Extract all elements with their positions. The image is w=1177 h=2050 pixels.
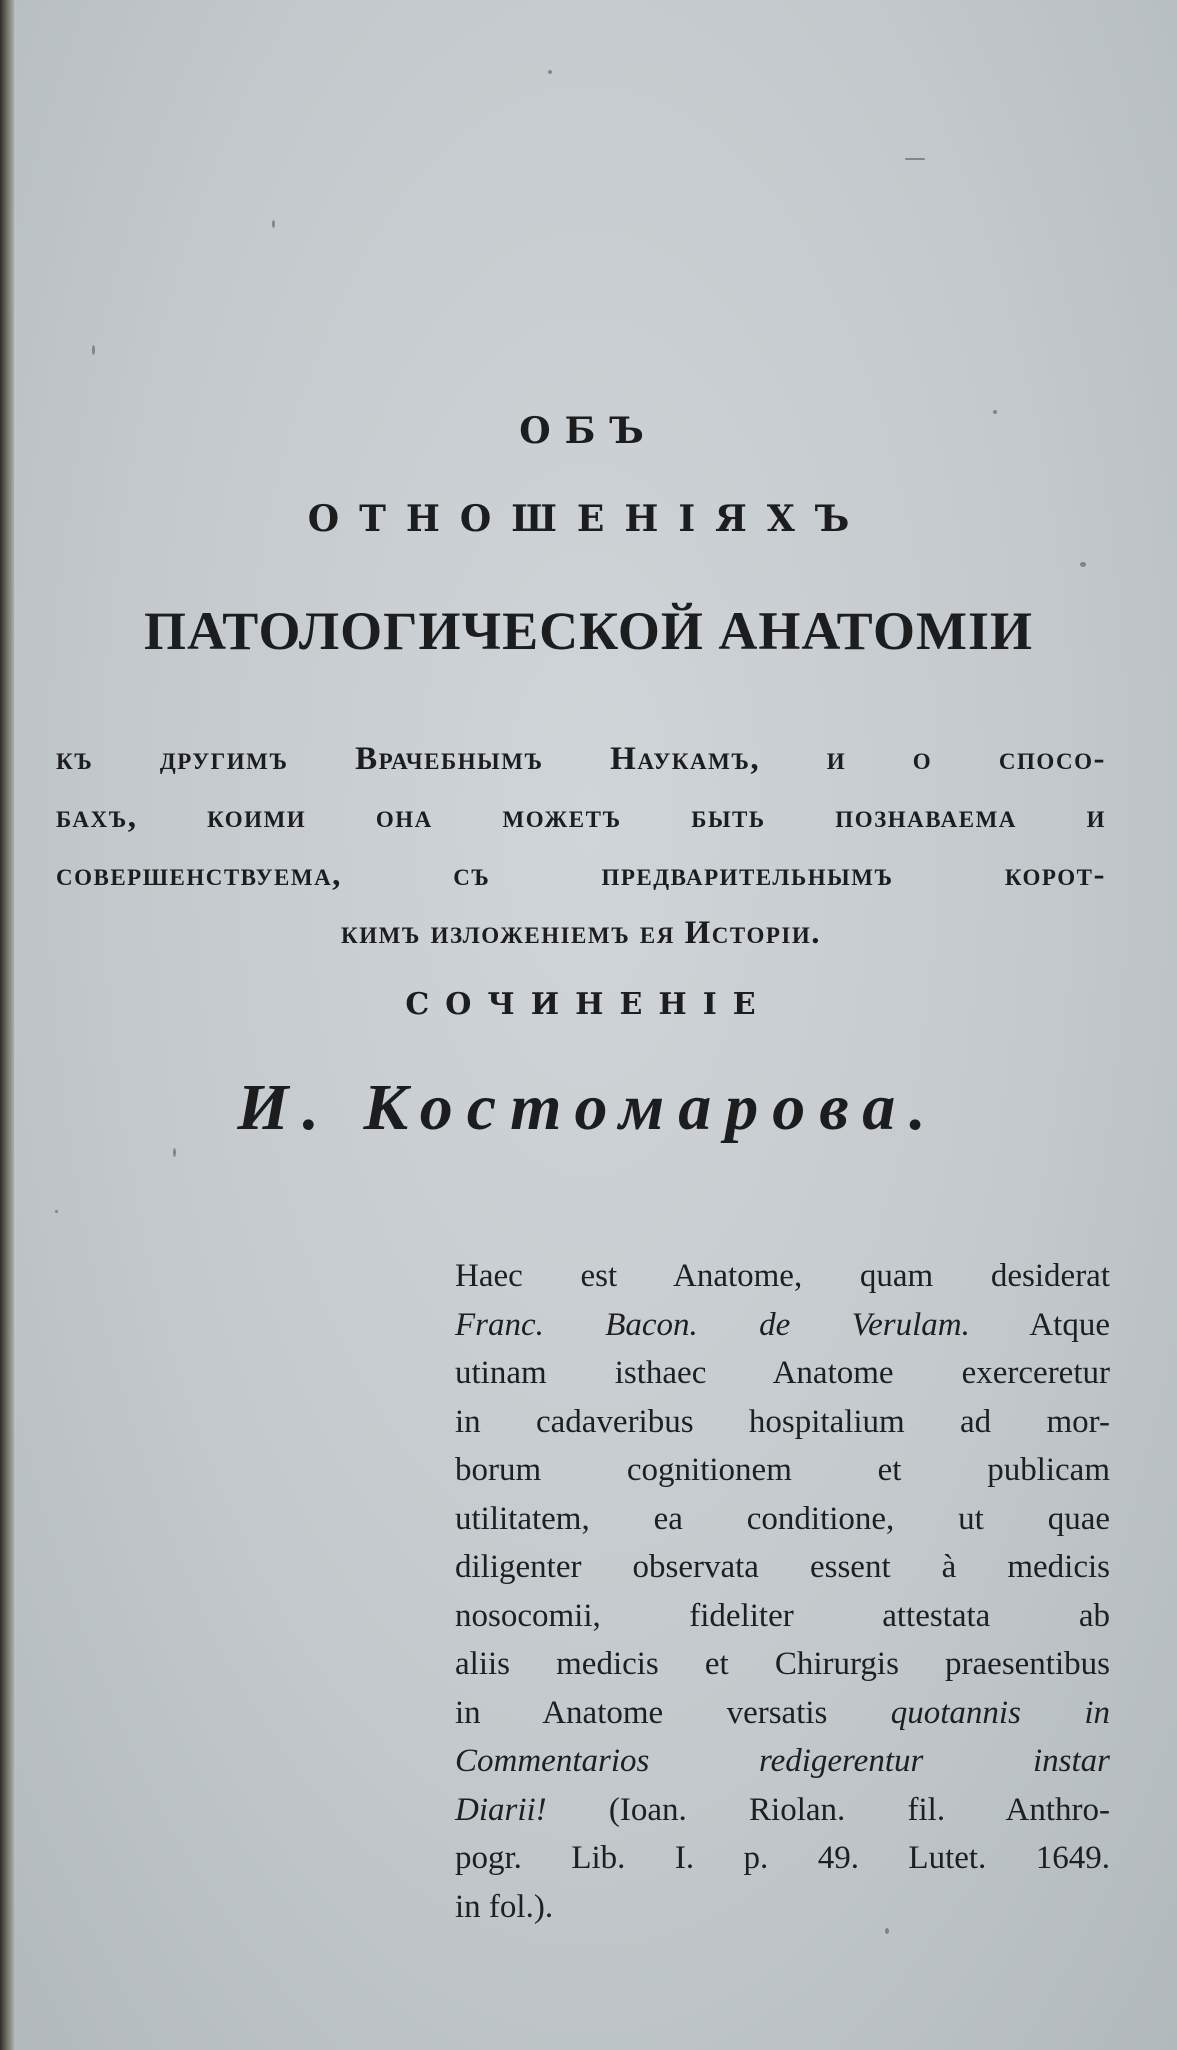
paper-speck [548,70,552,74]
epigraph-line: aliis medicis et Chirurgis praesentibus [455,1646,1110,1682]
paper-speck [272,220,275,228]
paper-speck [1080,562,1086,567]
epigraph-text: Atque [969,1306,1111,1343]
paper-speck [905,158,925,160]
author-name: И. Костомарова. [237,1071,940,1144]
epigraph-line: Haec est Anatome, quam desiderat [455,1258,1110,1294]
epigraph-text: (Ioan. Riolan. fil. Anthro- [546,1791,1110,1828]
latin-epigraph [455,1252,1110,1931]
paper-speck [173,1148,176,1157]
epigraph-italic-text: Diarii! [455,1791,547,1828]
main-title: ПАТОЛОГИЧЕСКОЙ АНАТОМІИ [144,601,1033,661]
subtitle-line: бахъ, коими она можетъ быть познаваема и [56,799,1106,835]
epigraph-line: borum cognitionem et publicam [455,1452,1110,1488]
epigraph-line: nosocomii, fideliter attestata ab [455,1597,1110,1634]
subtitle-line: къ другимъ Врачебнымъ Наукамъ, и о спосо- [56,741,1106,777]
title-word-otnosheniyakh: ОТНОШЕНІЯХЪ [307,498,870,540]
epigraph-line: diligenter observata essent à medicis [455,1549,1110,1585]
epigraph-line [455,1689,1110,1738]
work-label: СОЧИНЕНІЕ [405,987,772,1022]
subtitle-block [56,730,1106,962]
epigraph-italic-text: Commentarios redigerentur instar [455,1743,1110,1779]
epigraph-line: pogr. Lib. I. p. 49. Lutet. 1649. [455,1840,1110,1876]
paper-speck [55,1210,58,1213]
epigraph-text: in Anatome versatis [455,1694,891,1731]
epigraph-line [455,1737,1110,1786]
subtitle-line: совершенствуема, съ предварительнымъ корот- [56,857,1106,893]
page-binding-edge [0,0,14,2050]
paper-speck [92,345,95,355]
epigraph-italic-text: quotannis in [890,1694,1110,1731]
subtitle-line: кимъ изложеніемъ ея Исторіи. [341,915,821,951]
epigraph-line: in fol.). [455,1888,554,1925]
title-word-ob: ОБЪ [519,410,658,452]
epigraph-line: utinam isthaec Anatome exerceretur [455,1355,1110,1391]
epigraph-line: in cadaveribus hospitalium ad mor- [455,1403,1110,1440]
epigraph-line [455,1786,1110,1835]
epigraph-line: utilitatem, ea conditione, ut quae [455,1500,1110,1537]
epigraph-line [455,1301,1110,1350]
epigraph-italic-citation: Franc. Bacon. de Verulam. [455,1306,970,1343]
